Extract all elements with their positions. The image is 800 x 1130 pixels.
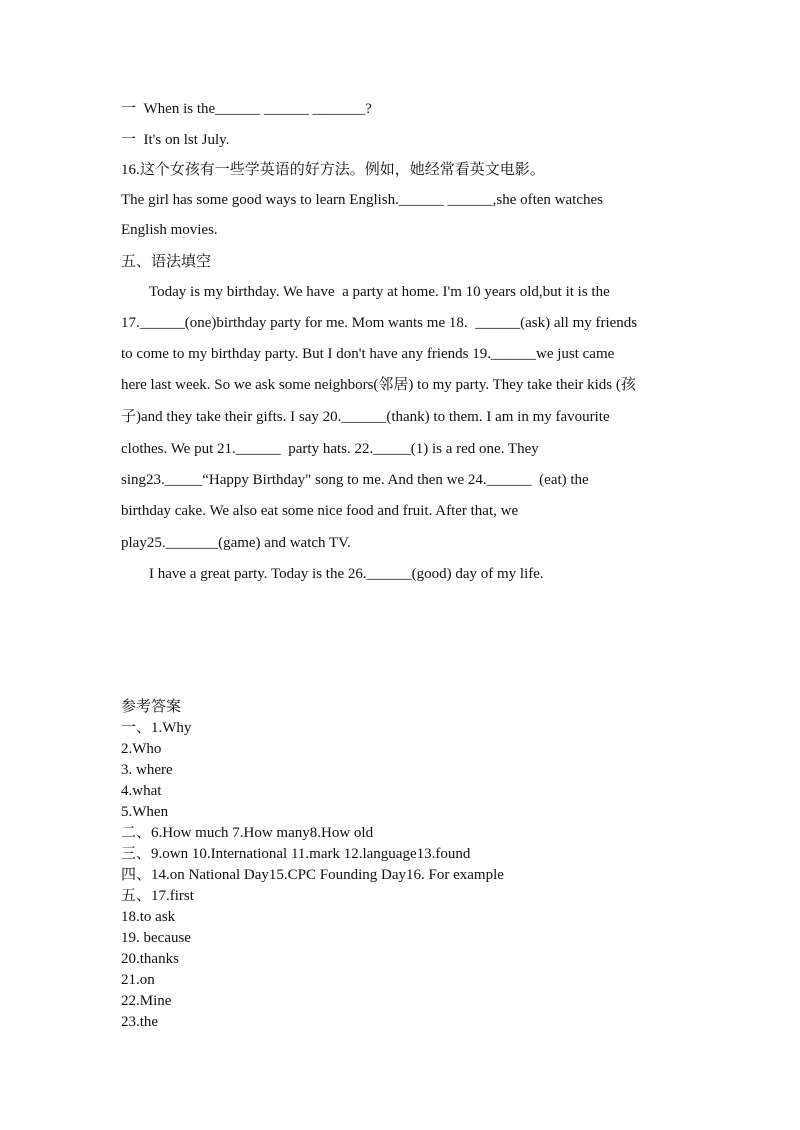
section-five-heading: 五、语法填空 <box>121 254 212 270</box>
answer-item: 五、17.first <box>121 888 194 904</box>
dialog-answer: 一 It's on lst July. <box>121 132 230 148</box>
passage-line: here last week. So we ask some neighbors(邻居) to my party. They take their kids (孩 <box>121 377 636 393</box>
answer-item: 2.Who <box>121 741 162 757</box>
answer-item: 3. where <box>121 762 173 778</box>
answer-item: 20.thanks <box>121 951 179 967</box>
answer-item: 19. because <box>121 930 191 946</box>
answer-item: 三、9.own 10.International 11.mark 12.language13.found <box>121 846 471 862</box>
answer-item: 18.to ask <box>121 909 176 925</box>
dialog-question: 一 When is the______ ______ _______? <box>121 101 372 117</box>
passage-line: 17.______(one)birthday party for me. Mom wants me 18. ______(ask) all my friends <box>121 315 638 331</box>
answer-item: 21.on <box>121 972 155 988</box>
answer-item: 二、6.How much 7.How many8.How old <box>121 825 374 841</box>
answer-item: 22.Mine <box>121 993 172 1009</box>
answer-item: 一、1.Why <box>121 720 192 736</box>
question-16-english-line-1: The girl has some good ways to learn English.______ ______,she often watches <box>121 192 603 208</box>
passage-line: clothes. We put 21.______ party hats. 22._____(1) is a red one. They <box>121 441 539 457</box>
passage-line: 子)and they take their gifts. I say 20.______(thank) to them. I am in my favourite <box>121 409 610 425</box>
passage-line: play25._______(game) and watch TV. <box>121 535 351 551</box>
passage-line: I have a great party. Today is the 26.______(good) day of my life. <box>149 566 544 582</box>
answer-item: 四、14.on National Day15.CPC Founding Day16. For example <box>121 867 504 883</box>
passage-line: birthday cake. We also eat some nice food and fruit. After that, we <box>121 503 519 519</box>
passage-line: sing23._____“Happy Birthday" song to me. And then we 24.______ (eat) the <box>121 472 589 488</box>
answers-heading: 参考答案 <box>121 699 182 715</box>
question-16-chinese: 16.这个女孩有一些学英语的好方法。例如，她经常看英文电影。 <box>121 162 545 178</box>
passage-line: Today is my birthday. We have a party at home. I'm 10 years old,but it is the <box>149 284 610 300</box>
question-16-english-line-2: English movies. <box>121 222 218 238</box>
answer-item: 23.the <box>121 1014 159 1030</box>
answer-item: 4.what <box>121 783 162 799</box>
passage-line: to come to my birthday party. But I don't have any friends 19.______we just came <box>121 346 615 362</box>
answer-item: 5.When <box>121 804 169 820</box>
